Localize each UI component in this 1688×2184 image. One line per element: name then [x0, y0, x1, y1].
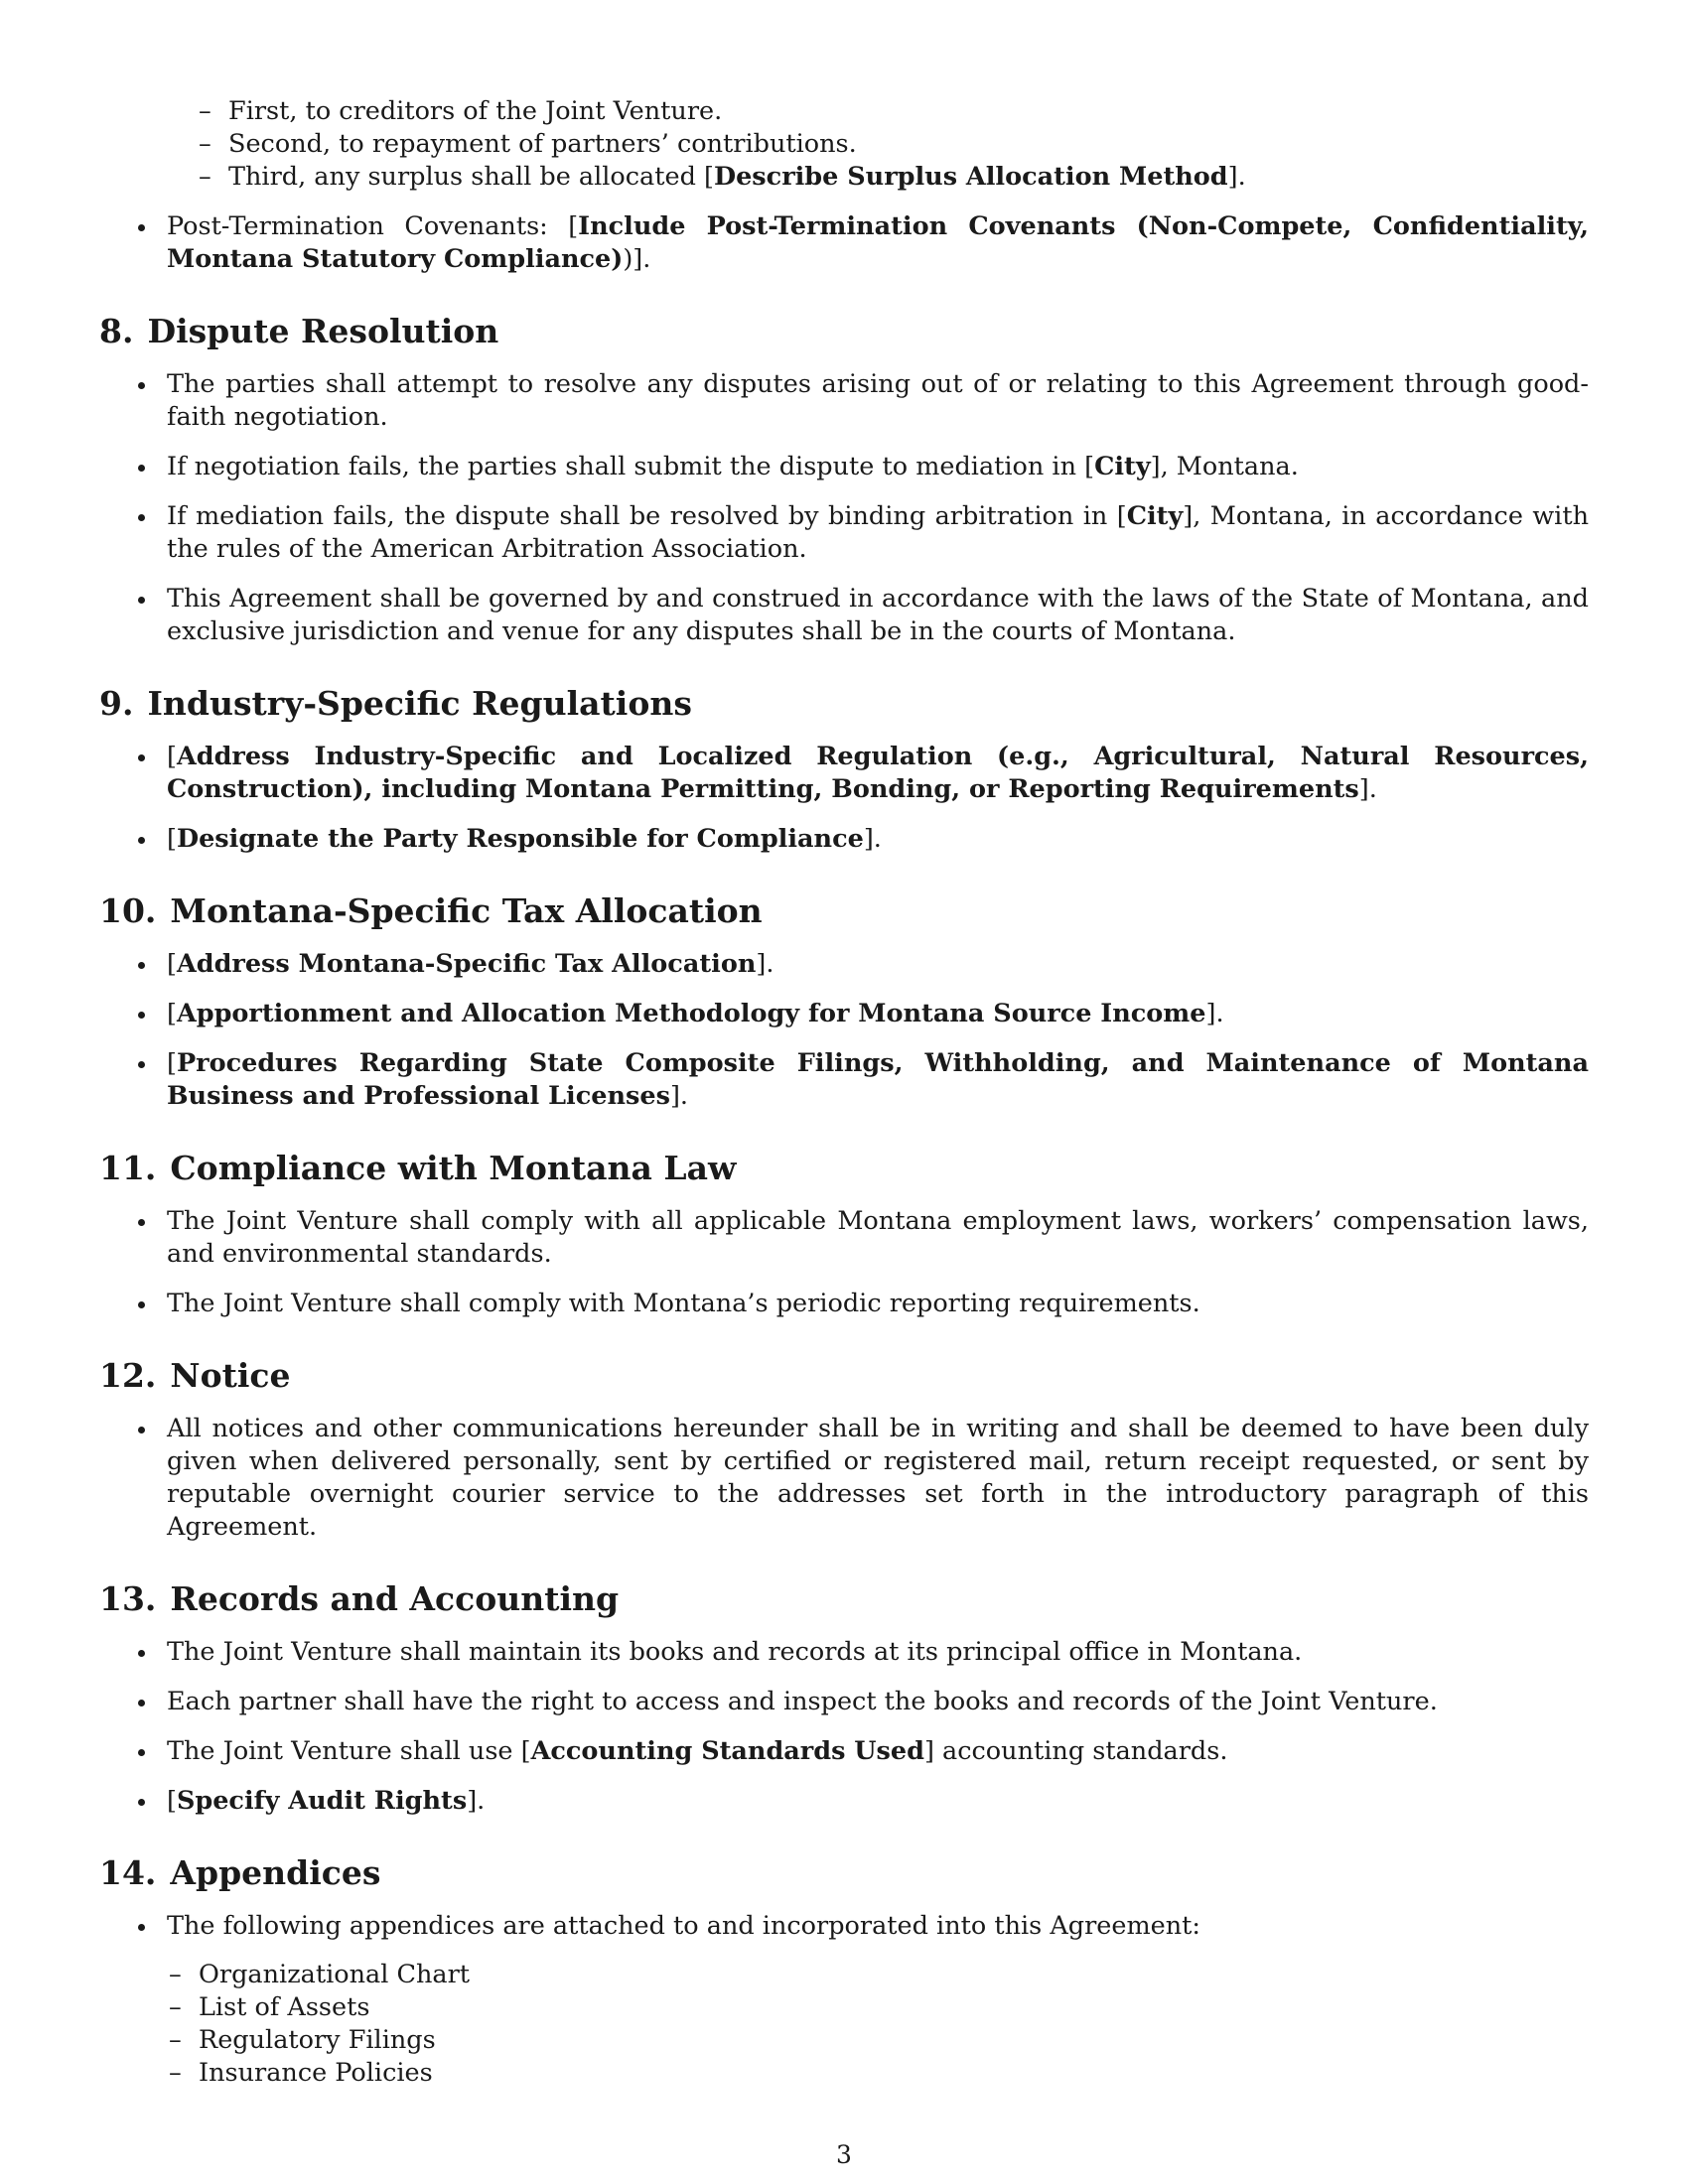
list-item: The Joint Venture shall comply with Montana’s periodic reporting requirements. — [135, 1288, 1589, 1320]
section-list — [99, 1636, 1589, 1818]
placeholder-field: Address Industry-Specific and Localized Regulation (e.g., Agricultural, Natural Resources, Construction), including Montana Permitting, Bonding, or Reporting Requirements — [167, 742, 1589, 804]
placeholder-field: Include Post-Termination Covenants (Non-Compete, Confidentiality, Montana Statutory Compliance) — [167, 211, 1589, 274]
list-item: The following appendices are attached to and incorporated into this Agreement: – Organizational Chart – List of Assets – Regulatory Filings – Insurance Policies — [135, 1910, 1589, 2090]
list-item: – First, to creditors of the Joint Venture. — [199, 95, 1589, 128]
list-item: If negotiation fails, the parties shall submit the dispute to mediation in [City], Montana. — [135, 451, 1589, 483]
list-item: [Apportionment and Allocation Methodology for Montana Source Income]. — [135, 998, 1589, 1030]
list-item: [Address Montana-Specific Tax Allocation]. — [135, 948, 1589, 981]
section-list — [99, 368, 1589, 648]
list-item: – Second, to repayment of partners’ contributions. — [199, 128, 1589, 161]
list-item: This Agreement shall be governed by and construed in accordance with the laws of the State of Montana, and exclusive jurisdiction and venue for any disputes shall be in the courts of Montana. — [135, 583, 1589, 648]
list-item: The Joint Venture shall use [Accounting Standards Used] accounting standards. — [135, 1735, 1589, 1768]
section-heading: 8. Dispute Resolution — [99, 312, 499, 350]
placeholder-field: City — [1126, 501, 1184, 531]
list-item: The Joint Venture shall maintain its books and records at its principal office in Montana. — [135, 1636, 1589, 1669]
list-item: – Organizational Chart — [169, 1959, 1589, 1991]
placeholder-field: Specify Audit Rights — [176, 1786, 468, 1816]
section-heading: 11. Compliance with Montana Law — [99, 1149, 737, 1187]
list-item: Each partner shall have the right to access and inspect the books and records of the Joint Venture. — [135, 1686, 1589, 1718]
list-item: [Procedures Regarding State Composite Filings, Withholding, and Maintenance of Montana Business and Professional Licenses]. — [135, 1047, 1589, 1113]
section-list — [99, 1910, 1589, 2090]
appendices-list — [167, 1959, 1589, 2090]
list-item: – Regulatory Filings — [169, 2024, 1589, 2057]
placeholder-field: Designate the Party Responsible for Compliance — [176, 824, 864, 854]
section-list — [99, 948, 1589, 1113]
list-item: If mediation fails, the dispute shall be resolved by binding arbitration in [City], Montana, in accordance with the rules of the American Arbitration Association. — [135, 500, 1589, 566]
section-list — [99, 741, 1589, 856]
list-item: – Insurance Policies — [169, 2057, 1589, 2090]
list-item: – Third, any surplus shall be allocated [Describe Surplus Allocation Method]. — [199, 161, 1589, 194]
placeholder-field: Accounting Standards Used — [530, 1736, 924, 1766]
section-heading: 14. Appendices — [99, 1853, 381, 1892]
placeholder-field: Procedures Regarding State Composite Filings, Withholding, and Maintenance of Montana Business and Professional Licenses — [167, 1048, 1589, 1111]
placeholder-field: Describe Surplus Allocation Method — [713, 162, 1228, 192]
section-heading: 12. Notice — [99, 1356, 291, 1395]
placeholder-field: City — [1094, 452, 1151, 481]
list-item: – List of Assets — [169, 1991, 1589, 2024]
post-termination-list — [99, 210, 1589, 276]
section-heading: 13. Records and Accounting — [99, 1579, 620, 1618]
distribution-order-list — [99, 95, 1589, 194]
placeholder-field: Address Montana-Specific Tax Allocation — [176, 949, 757, 979]
section-list — [99, 1205, 1589, 1320]
section-heading: 9. Industry-Specific Regulations — [99, 684, 692, 723]
list-item: [Designate the Party Responsible for Compliance]. — [135, 823, 1589, 856]
list-item: Post-Termination Covenants: [Include Post-Termination Covenants (Non-Compete, Confidentiality, Montana Statutory Compliance))]. — [135, 210, 1589, 276]
page-number: 3 — [836, 2140, 852, 2169]
document-page — [99, 95, 1589, 2090]
list-item: The Joint Venture shall comply with all applicable Montana employment laws, workers’ compensation laws, and environmental standards. — [135, 1205, 1589, 1271]
list-item: [Address Industry-Specific and Localized Regulation (e.g., Agricultural, Natural Resources, Construction), including Montana Permitting, Bonding, or Reporting Requirements]. — [135, 741, 1589, 806]
list-item: [Specify Audit Rights]. — [135, 1785, 1589, 1818]
list-item: All notices and other communications hereunder shall be in writing and shall be deemed to have been duly given when delivered personally, sent by certified or registered mail, return receipt requested, or sent by reputable overnight courier service to the addresses set forth in the introductory paragraph of this Agreement. — [135, 1413, 1589, 1544]
list-item: The parties shall attempt to resolve any disputes arising out of or relating to this Agreement through good-faith negotiation. — [135, 368, 1589, 434]
section-list — [99, 1413, 1589, 1544]
placeholder-field: Apportionment and Allocation Methodology for Montana Source Income — [176, 999, 1206, 1028]
section-heading: 10. Montana-Specific Tax Allocation — [99, 891, 763, 930]
